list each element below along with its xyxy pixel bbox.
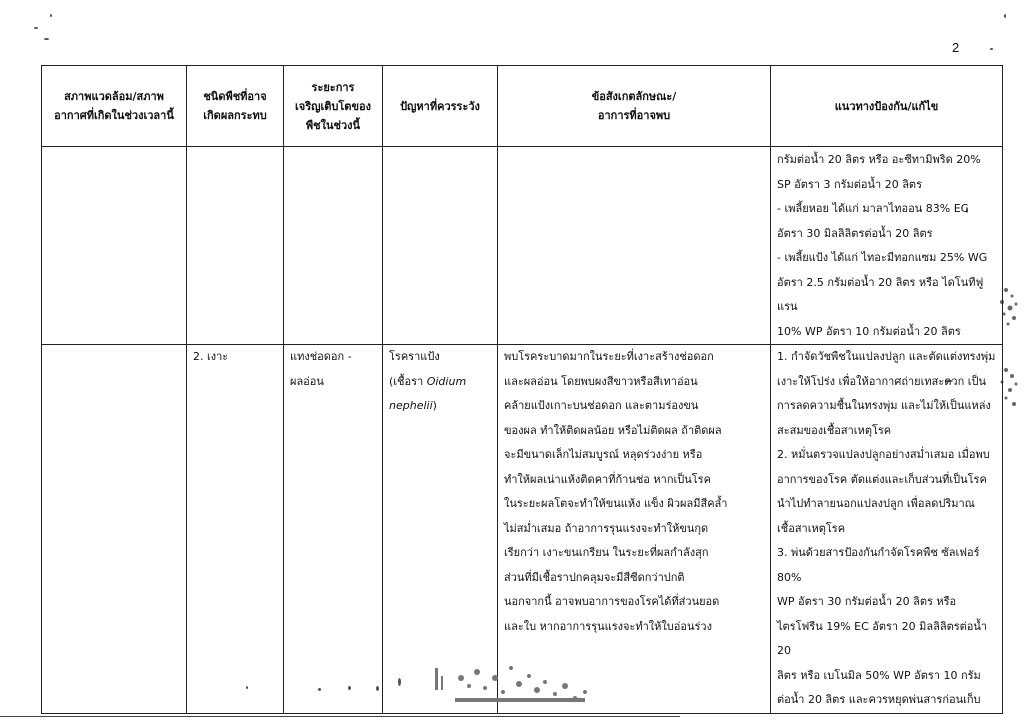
cell-condition	[42, 147, 187, 345]
cell-crop	[187, 147, 284, 345]
header-prevention: แนวทางป้องกัน/แก้ไข	[771, 66, 1003, 147]
header-symptoms: ข้อสังเกตลักษณะ/ อาการที่อาจพบ	[498, 66, 771, 147]
scan-speck	[44, 38, 49, 40]
scan-speck	[34, 27, 38, 29]
table-row	[42, 147, 1003, 345]
header-problem: ปัญหาที่ควรระวัง	[383, 66, 498, 147]
scan-noise-bottom	[425, 648, 615, 710]
page-number: 2	[952, 40, 960, 55]
scan-speck	[990, 48, 993, 50]
problem-cause-prefix: (เชื้อรา	[389, 374, 427, 388]
problem-name: โรคราแป้ง	[389, 350, 440, 363]
cell-symptoms: พบโรคระบาดมากในระยะที่เงาะสร้างช่อดอก และผลอ่อน โดยพบผงสีขาวหรือสีเทาอ่อน คล้ายแป้งเกาะบนช่อดอก และตามร่องขน ของผล ทำให้ติดผลน้อย หรือไม่ติดผล ถ้าติดผล จะมีขนาดเล็กไม่สมบูรณ์ หลุดร่วงง่าย หรือ ทำให้ผลเน่าแห้งติดคาที่ก้านช่อ หากเป็นโรค ในระยะผลโตจะทำให้ขนแห้ง แข็ง ผิวผลมีสีคล้ำ ไม่สม่ำเสมอ ถ้าอาการรุนแรงจะทำให้ขนกุด เรียกว่า เงาะขนเกรียน ในระยะที่ผลกำลังสุก ส่วนที่มีเชื้อราปกคลุมจะมีสีซีดกว่าปกติ นอกจากนี้ อาจพบอาการของโรคได้ที่ส่วนยอด และใบ หากอาการรุนแรงจะทำให้ใบอ่อนร่วง	[498, 345, 771, 714]
header-crop: ชนิดพืชที่อาจ เกิดผลกระทบ	[187, 66, 284, 147]
problem-cause-species: Oidium nephelii	[389, 374, 467, 412]
cell-condition	[42, 345, 187, 714]
cell-stage	[284, 147, 383, 345]
cell-stage: แทงช่อดอก - ผลอ่อน	[284, 345, 383, 714]
cell-symptoms	[498, 147, 771, 345]
header-stage: ระยะการ เจริญเติบโตของ พืชในช่วงนี้	[284, 66, 383, 147]
scan-speck	[50, 14, 52, 17]
bottom-rule	[0, 716, 680, 717]
scan-speck	[1004, 14, 1006, 18]
problem-cause-suffix: )	[432, 399, 437, 412]
cell-prevention: กรัมต่อน้ำ 20 ลิตร หรือ อะซีทามิพริด 20% SP อัตรา 3 กรัมต่อน้ำ 20 ลิตร - เพลี้ยหอย ได้แก่ มาลาไทออน 83% EC อัตรา 30 มิลลิลิตรต่อน้ำ 20 ลิตร - เพลี้ยแป้ง ได้แก่ ไทอะมีทอกแซม 25% WG อัตรา 2.5 กรัมต่อน้ำ 20 ลิตร หรือ ไดโนทีฟูแรน 10% WP อัตรา 10 กรัมต่อน้ำ 20 ลิตร	[771, 147, 1003, 345]
header-condition: สภาพแวดล้อม/สภาพ อากาศที่เกิดในช่วงเวลานี้	[42, 66, 187, 147]
data-table	[41, 65, 1003, 714]
header-row	[42, 66, 1003, 147]
problem-cause	[389, 370, 491, 419]
cell-crop: 2. เงาะ	[187, 345, 284, 714]
cell-problem	[383, 147, 498, 345]
cell-prevention: 1. กำจัดวัชพืชในแปลงปลูก และตัดแต่งทรงพุ่ม เงาะให้โปร่ง เพื่อให้อากาศถ่ายเทสะดวก เป็น การลดความชื้นในทรงพุ่ม และไม่ให้เป็นแหล่ง สะสมของเชื้อสาเหตุโรค 2. หมั่นตรวจแปลงปลูกอย่างสม่ำเสมอ เมื่อพบ อาการของโรค ตัดแต่งและเก็บส่วนที่เป็นโรค นำไปทำลายนอกแปลงปลูก เพื่อลดปริมาณ เชื้อสาเหตุโรค 3. พ่นด้วยสารป้องกันกำจัดโรคพืช ซัลเฟอร์ 80% WP อัตรา 30 กรัมต่อน้ำ 20 ลิตร หรือ ไตรโฟรีน 19% EC อัตรา 20 มิลลิลิตรต่อน้ำ 20 ลิตร หรือ เบโนมิล 50% WP อัตรา 10 กรัม ต่อน้ำ 20 ลิตร และควรหยุดพ่นสารก่อนเก็บ	[771, 345, 1003, 714]
